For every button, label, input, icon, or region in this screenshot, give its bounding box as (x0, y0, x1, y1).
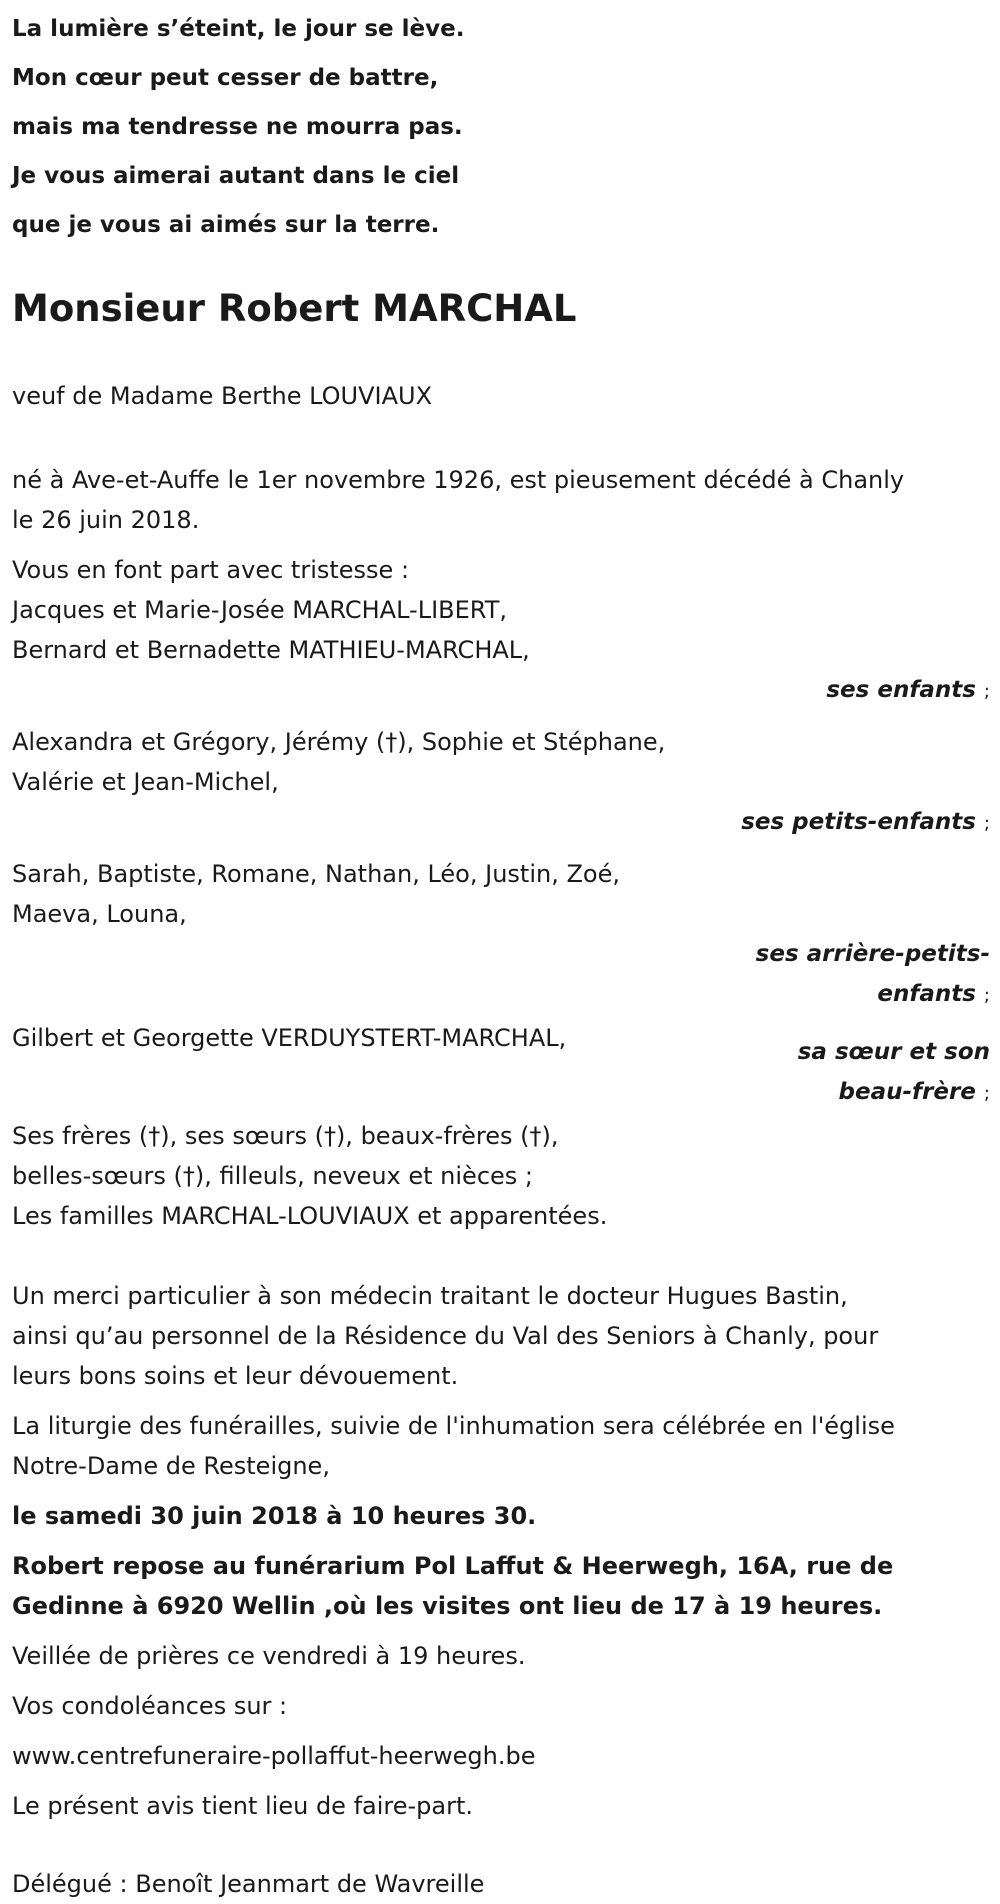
notice-line: Le présent avis tient lieu de faire-part. (12, 1792, 474, 1820)
grandchildren-label (12, 802, 996, 844)
thanks-block (12, 1276, 996, 1396)
liturgy-block (12, 1406, 996, 1486)
thanks-line: leurs bons soins et leur dévouement. (12, 1362, 459, 1390)
grandchild-line: Valérie et Jean-Michel, (12, 768, 279, 796)
funerarium-block (12, 1546, 996, 1626)
poem-line: La lumière s’éteint, le jour se lève. (12, 16, 465, 42)
children-label-text: ses enfants (826, 677, 976, 703)
family-line: Les familles MARCHAL-LOUVIAUX et apparentées. (12, 1202, 608, 1230)
siblings-label-line: beau-frère (838, 1079, 976, 1105)
thanks-line: Un merci particulier à son médecin traitant le docteur Hugues Bastin, (12, 1282, 848, 1310)
funerarium-line: Robert repose au funérarium Pol Laffut & Heerwegh, 16A, rue de (12, 1552, 894, 1580)
sibling-line: Gilbert et Georgette VERDUYSTERT-MARCHAL, (12, 1024, 567, 1052)
family-line: belles-sœurs (†), filleuls, neveux et nièces ; (12, 1162, 533, 1190)
deceased-name: Monsieur Robert MARCHAL (12, 287, 577, 330)
liturgy-line: Notre-Dame de Resteigne, (12, 1452, 330, 1480)
children-block (12, 550, 996, 712)
child-line: Jacques et Marie-Josée MARCHAL-LIBERT, (12, 596, 507, 624)
label-separator: ; (983, 1083, 990, 1104)
delegate-line: Délégué : Benoît Jeanmart de Wavreille (12, 1870, 485, 1898)
vigil-line: Veillée de prières ce vendredi à 19 heures. (12, 1642, 526, 1670)
great-grandchildren-label (730, 934, 996, 1016)
great-grandchildren-block (12, 854, 996, 1016)
grandchildren-block (12, 722, 996, 844)
liturgy-line: La liturgie des funérailles, suivie de l'inhumation sera célébrée en l'église (12, 1412, 895, 1440)
great-grandchild-line: Maeva, Louna, (12, 900, 187, 928)
birth-death-line: né à Ave-et-Auffe le 1er novembre 1926, est pieusement décédé à Chanly (12, 466, 905, 494)
condolences-label: Vos condoléances sur : (12, 1692, 288, 1720)
poem-line: que je vous ai aimés sur la terre. (12, 212, 440, 238)
widower-line: veuf de Madame Berthe LOUVIAUX (12, 382, 433, 410)
extended-family-block (12, 1116, 996, 1236)
label-separator: ; (983, 813, 990, 834)
child-line: Bernard et Bernadette MATHIEU-MARCHAL, (12, 636, 530, 664)
poem-line: Je vous aimerai autant dans le ciel (12, 163, 460, 189)
siblings-label-line: sa sœur et son (797, 1039, 990, 1065)
birth-death-line: le 26 juin 2018. (12, 506, 200, 534)
poem-line: mais ma tendresse ne mourra pas. (12, 114, 463, 140)
poem (12, 5, 996, 250)
obituary-notice (12, 0, 996, 1904)
great-grandchildren-label-line: enfants (877, 981, 976, 1007)
label-separator: ; (983, 985, 990, 1006)
label-separator: ; (983, 681, 990, 702)
great-grandchild-line: Sarah, Baptiste, Romane, Nathan, Léo, Justin, Zoé, (12, 860, 620, 888)
poem-line: Mon cœur peut cesser de battre, (12, 65, 439, 91)
funerarium-line: Gedinne à 6920 Wellin ,où les visites ont lieu de 17 à 19 heures. (12, 1592, 883, 1620)
siblings-label (730, 1032, 996, 1114)
ceremony-date: le samedi 30 juin 2018 à 10 heures 30. (12, 1502, 537, 1530)
grandchild-line: Alexandra et Grégory, Jérémy (†), Sophie et Stéphane, (12, 728, 666, 756)
birth-death-block (12, 460, 996, 540)
family-line: Ses frères (†), ses sœurs (†), beaux-frères (†), (12, 1122, 559, 1150)
announce-intro: Vous en font part avec tristesse : (12, 556, 410, 584)
great-grandchildren-label-line: ses arrière-petits- (755, 941, 990, 967)
children-label (12, 670, 996, 712)
condolences-url: www.centrefuneraire-pollaffut-heerwegh.be (12, 1742, 536, 1770)
grandchildren-label-text: ses petits-enfants (741, 809, 976, 835)
thanks-line: ainsi qu’au personnel de la Résidence du Val des Seniors à Chanly, pour (12, 1322, 879, 1350)
siblings-block (12, 1018, 996, 1110)
